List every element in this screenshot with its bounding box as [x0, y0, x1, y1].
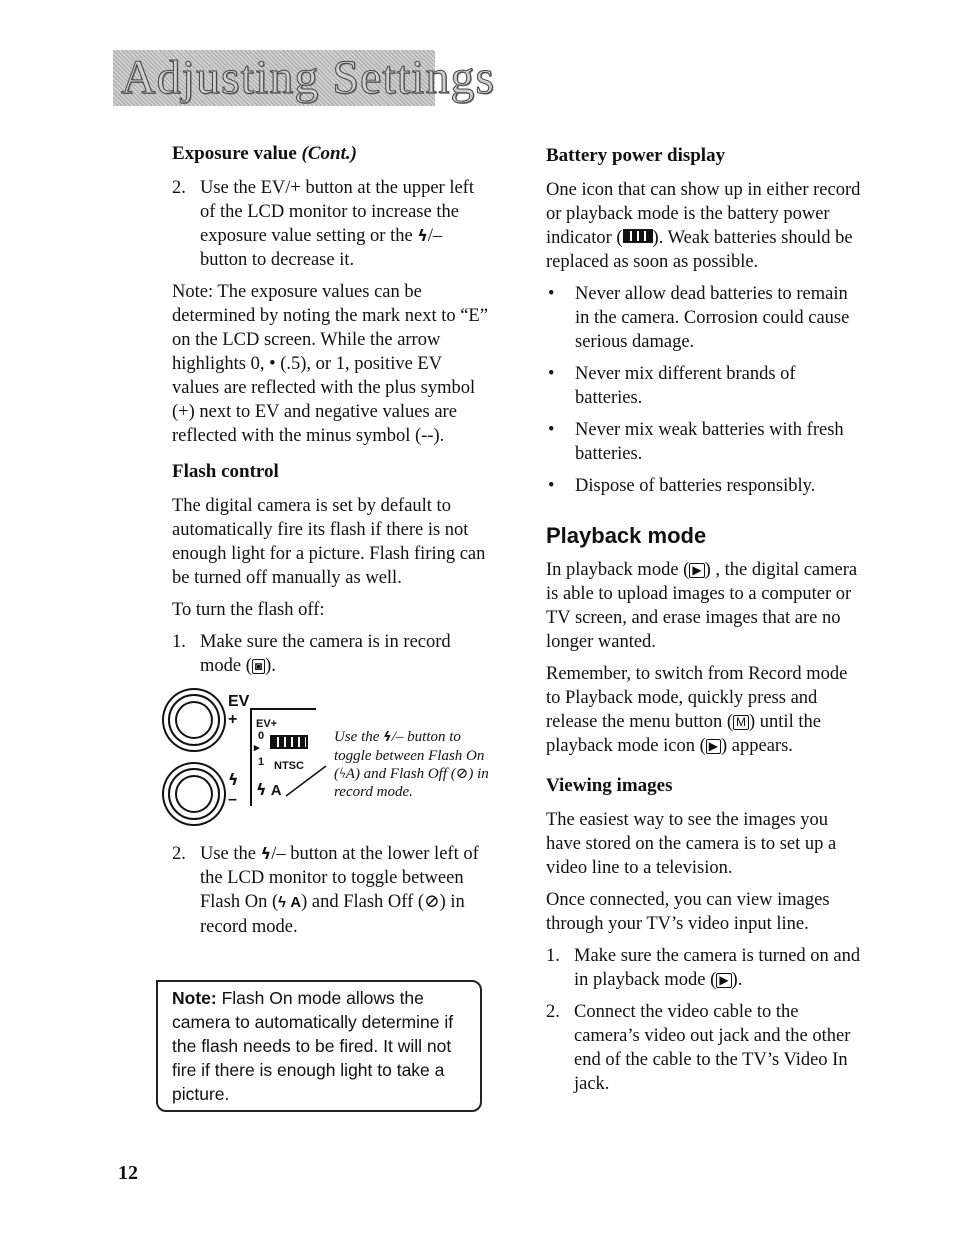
caption-flash-on-icon: ϟA — [339, 766, 355, 782]
step-text-a: Make sure the camera is turned on and in playback mode ( — [574, 946, 861, 990]
playback-heading: Playback mode — [546, 523, 707, 548]
list-item — [546, 362, 866, 410]
playback-mode-icon: ▶ — [716, 973, 731, 988]
step-text-a: Use the — [200, 844, 261, 864]
exposure-note: Note: The exposure values can be determined by noting the mark next to “E” on the LCD screen. While the arrow highlights 0, • (.5), or 1, positive EV values are reflected with the plus symbol (+) next to EV and negative values are reflected with the minus symbol (--). — [172, 282, 488, 446]
right-column — [546, 144, 866, 1104]
note-box — [156, 980, 482, 1112]
step-text — [200, 176, 492, 272]
caption-a: Use the — [334, 729, 384, 745]
note-text: Flash On mode allows the camera to automatically determine if the flash needs to be fired. It will not fire if there is enough light to take a picture. — [172, 988, 454, 1104]
step-number: 2. — [172, 844, 186, 864]
lcd-one-label: 1 — [258, 756, 265, 768]
battery-icon — [623, 229, 653, 243]
battery-intro — [546, 178, 866, 274]
ev-label: EV — [228, 693, 250, 710]
list-item — [546, 282, 866, 354]
battery-intro-b: ). Weak batteries should be replaced as soon as possible. — [546, 228, 853, 272]
bullet-text: Never mix weak batteries with fresh batteries. — [575, 420, 844, 464]
battery-bullet-list — [546, 282, 866, 498]
page-number: 12 — [118, 1162, 138, 1184]
exposure-heading-text: Exposure value — [172, 143, 297, 164]
bullet-text: Dispose of batteries responsibly. — [575, 476, 816, 496]
step-text-c: ) and Flash Off ( — [301, 892, 425, 912]
bullet-text: Never allow dead batteries to remain in the camera. Corrosion could cause serious damage. — [575, 284, 850, 352]
bullet-text: Never mix different brands of batteries. — [575, 364, 796, 408]
playback-p2 — [546, 662, 866, 758]
flash-heading: Flash control — [172, 461, 279, 482]
lcd-flash-auto-icon: ϟ A — [256, 780, 282, 799]
step-number: 2. — [546, 1002, 560, 1022]
note-label: Note: — [172, 988, 217, 1008]
battery-heading: Battery power display — [546, 145, 726, 166]
diagram-caption — [334, 728, 494, 801]
battery-intro-a: One icon that can show up in either record or playback mode is the battery power indicator ( — [546, 180, 861, 248]
step-text-b: /– button at the lower left of the LCD monitor to toggle between Flash On ( — [200, 844, 479, 912]
playback-p2-b: ) until the playback mode icon ( — [546, 712, 821, 756]
viewing-step-2 — [546, 1000, 866, 1096]
lcd-zero-label: 0 — [258, 730, 265, 742]
viewing-p1: The easiest way to see the images you have stored on the camera is to set up a video line to a television. — [546, 810, 837, 878]
flash-step-1 — [172, 630, 492, 678]
exposure-step-2 — [172, 176, 492, 272]
step-number: 2. — [172, 178, 186, 198]
caption-d: ) in record mode. — [334, 766, 489, 800]
step-text-a: Make sure the camera is in record mode ( — [200, 632, 451, 676]
bullet-icon: • — [548, 476, 555, 496]
flash-on-icon: ϟ A — [278, 894, 302, 911]
flash-intro: The digital camera is set by default to automatically fire its flash if there is not enough light for a picture. Flash firing can be turned off manually as well. — [172, 496, 486, 588]
bullet-icon: • — [548, 284, 555, 304]
flash-step-2 — [172, 842, 492, 939]
flash-label-icon: ϟ — [228, 770, 239, 789]
step-number: 1. — [172, 632, 186, 652]
viewing-p2: Once connected, you can view images through your TV’s video input line. — [546, 890, 830, 934]
viewing-heading: Viewing images — [546, 775, 673, 796]
list-item — [546, 474, 866, 498]
playback-p2-c: ) appears. — [721, 736, 793, 756]
playback-p2-a: Remember, to switch from Record mode to Playback mode, quickly press and release the menu button ( — [546, 664, 848, 732]
step-text — [574, 944, 866, 992]
flash-bolt-icon: ϟ — [417, 226, 428, 245]
lcd-diagram — [162, 688, 489, 828]
bullet-icon: • — [548, 420, 555, 440]
record-mode-camera-icon: ◙ — [252, 659, 265, 674]
step-text-a: Use the EV/+ button at the upper left of the LCD monitor to increase the exposure value setting or the — [200, 178, 474, 246]
caption-flash-off-icon: ⊘ — [455, 766, 469, 782]
exposure-heading — [172, 142, 492, 166]
caption-b: /– button to toggle between Flash On ( — [334, 729, 485, 782]
lcd-ev-label: EV+ — [256, 718, 278, 730]
lcd-arrow-icon: ▸ — [254, 742, 260, 754]
flash-off-icon: ⊘ — [424, 892, 440, 912]
playback-mode-icon: ▶ — [689, 563, 704, 578]
list-item — [546, 418, 866, 466]
lcd-auto-label: A — [270, 782, 282, 799]
caption-bolt-icon: ϟ — [383, 730, 392, 745]
playback-mode-icon: ▶ — [706, 739, 721, 754]
flash-bolt-icon: ϟ — [260, 844, 272, 863]
banner-title: Adjusting Settings — [121, 51, 496, 104]
playback-p1 — [546, 558, 866, 654]
step-text: Connect the video cable to the camera’s video out jack and the other end of the cable to the TV’s Video In jack. — [574, 1002, 851, 1094]
step-text — [200, 842, 492, 939]
step-text-d: ) in record mode. — [200, 892, 465, 937]
step-text — [200, 630, 492, 678]
exposure-heading-cont: (Cont.) — [301, 143, 357, 164]
caption-c: ) and Flash Off ( — [354, 766, 456, 782]
plus-label: + — [228, 711, 238, 728]
playback-p1-a: In playback mode ( — [546, 560, 690, 580]
viewing-step-1 — [546, 944, 866, 992]
step-text-b: /– button to decrease it. — [200, 226, 443, 270]
step-number: 1. — [546, 946, 560, 966]
left-column — [172, 142, 492, 947]
flash-turn-off: To turn the flash off: — [172, 600, 325, 620]
section-banner — [113, 50, 496, 106]
minus-label: – — [228, 791, 237, 808]
step-text-b: ). — [731, 970, 743, 990]
lcd-ntsc-label: NTSC — [274, 760, 304, 772]
bullet-icon: • — [548, 364, 555, 384]
step-text-b: ). — [265, 656, 276, 676]
menu-button-icon: M — [733, 715, 749, 730]
playback-p1-b: ) , the digital camera is able to upload images to a computer or TV screen, and erase images that are no longer wanted. — [546, 560, 858, 652]
